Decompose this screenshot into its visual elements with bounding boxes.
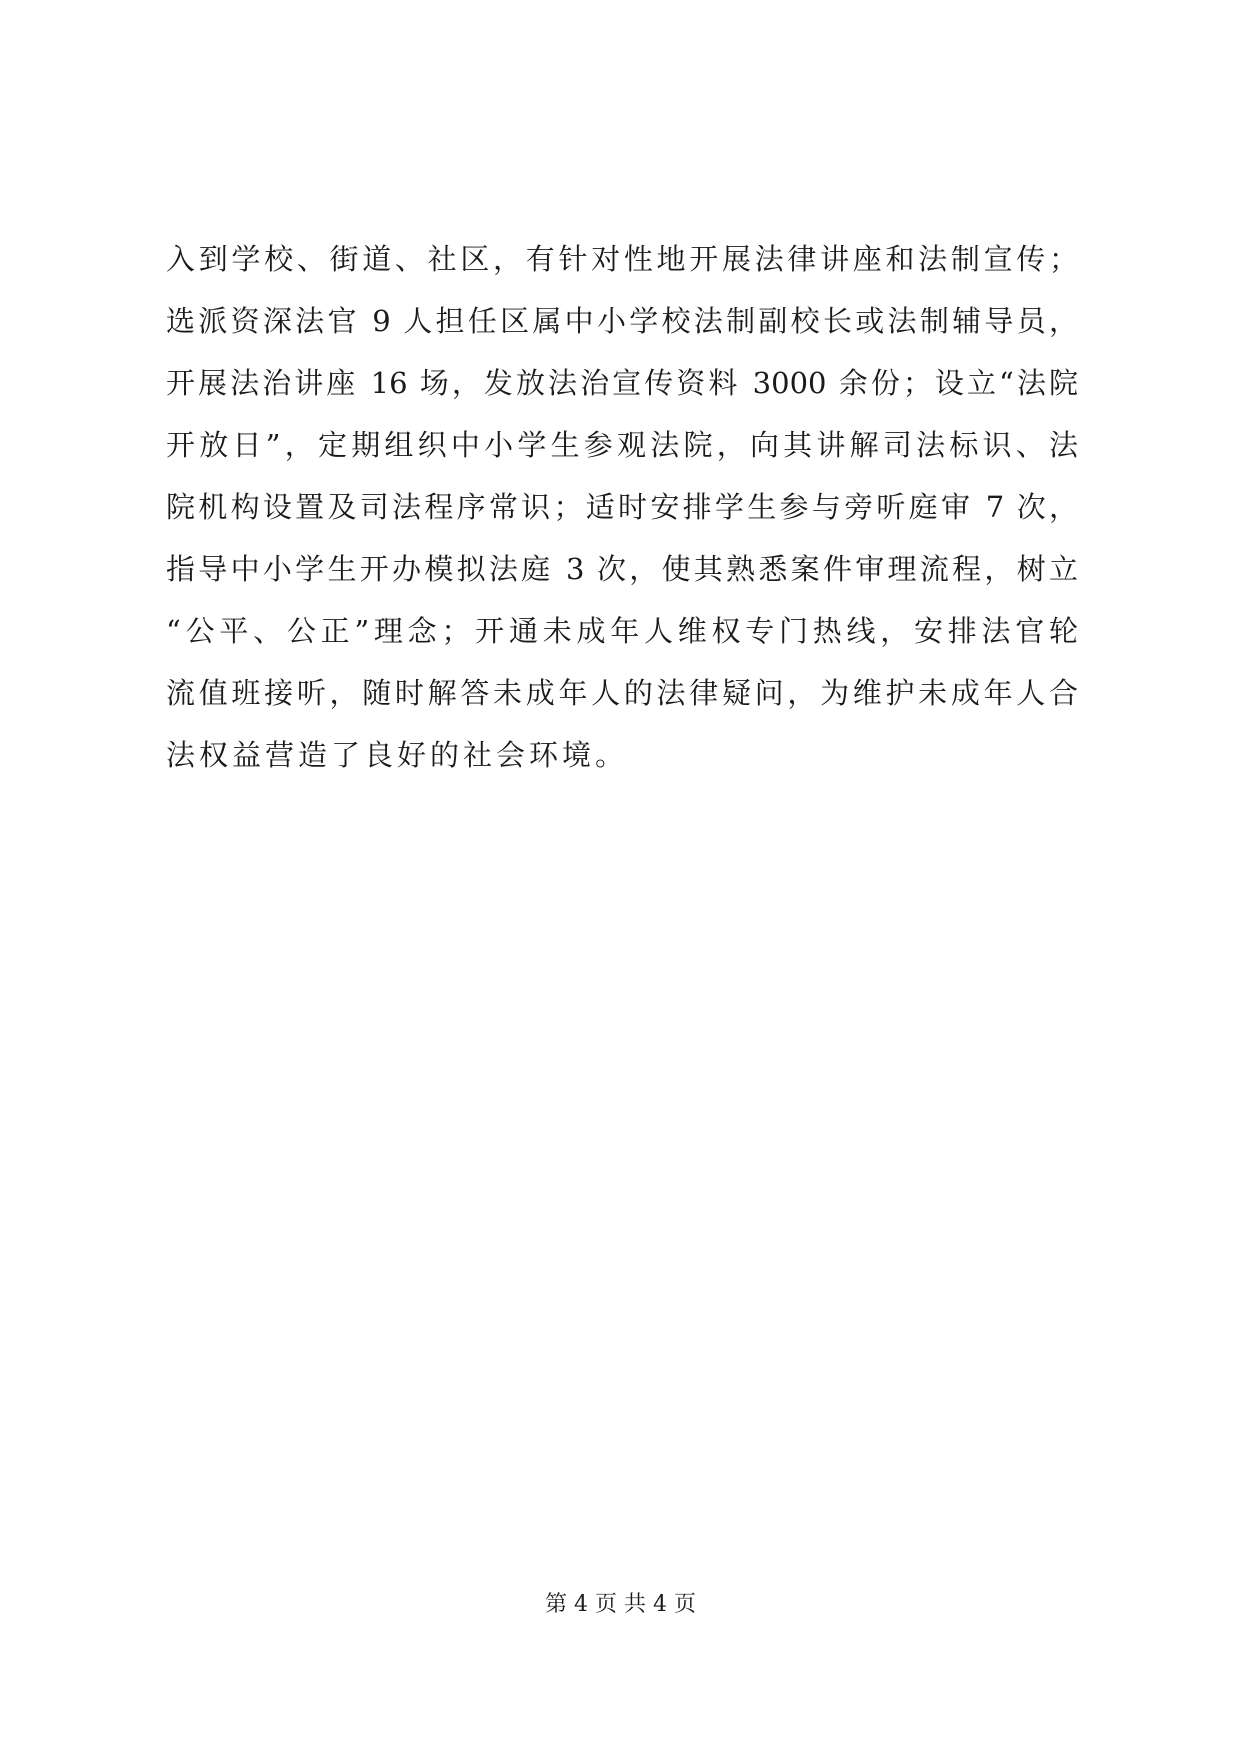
paragraph-line: 法权益营造了良好的社会环境。 [166,738,629,772]
paragraph-line: 指导中小学生开办模拟法庭 3 次，使其熟悉案件审理流程，树立 [166,552,1078,586]
paragraph-line: 选派资深法官 9 人担任区属中小学校法制副校长或法制辅导员， [166,304,1078,338]
paragraph-line: 入到学校、街道、社区，有针对性地开展法律讲座和法制宣传； [166,242,1078,276]
paragraph-line: 开放日”，定期组织中小学生参观法院，向其讲解司法标识、法 [166,428,1078,462]
paragraph-line: 院机构设置及司法程序常识；适时安排学生参与旁听庭审 7 次， [166,490,1078,524]
paragraph-line: 开展法治讲座 16 场，发放法治宣传资料 3000 余份；设立“法院 [166,366,1078,400]
body-paragraph [166,228,1078,786]
paragraph-line: 流值班接听，随时解答未成年人的法律疑问，为维护未成年人合 [166,676,1078,710]
paragraph-line: “公平、公正”理念；开通未成年人维权专门热线，安排法官轮 [166,614,1078,648]
page-number-footer: 第 4 页 共 4 页 [545,1592,696,1617]
